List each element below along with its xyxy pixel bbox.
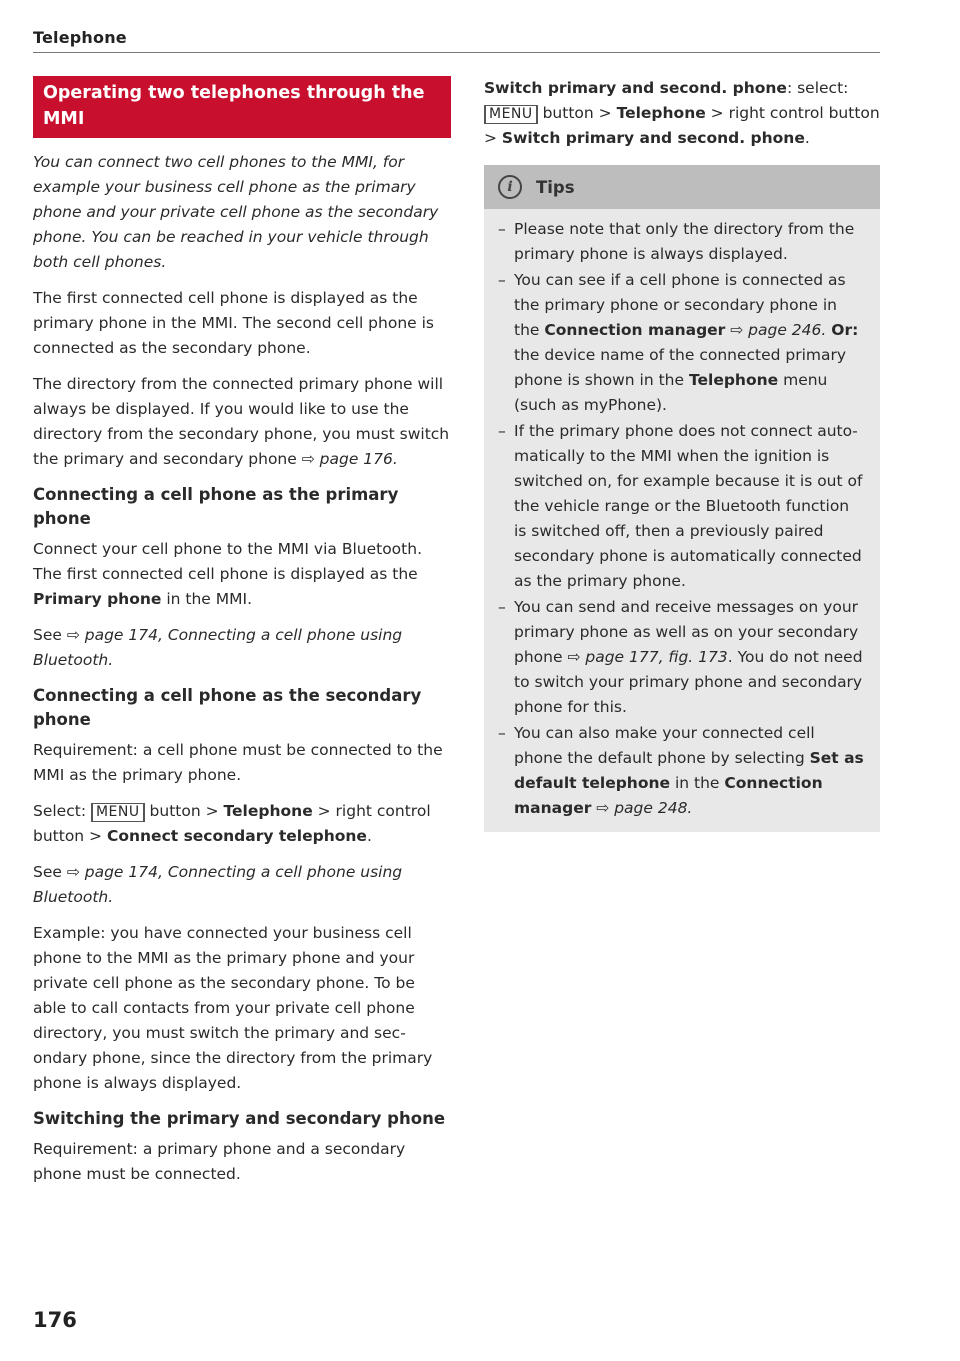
tip-item: – If the primary phone does not connect automatically to the MMI when the ignition is switched on, for example because it is out of the vehicle range or the Bluetooth function is switched off, then a previously paired secondary phone is automatically connected as the primary phone. xyxy=(498,419,866,594)
page-reference-link[interactable]: ⇨ page 174, Connecting a cell phone using Bluetooth. xyxy=(33,863,403,906)
page-reference-link[interactable]: ⇨ page 177, fig. 173 xyxy=(567,648,728,666)
tip-item: – You can send and receive messages on your primary phone as well as on your secondary phone ⇨ page 177, fig. 173. You do not need to switch your primary phone and secondary phone for this. xyxy=(498,595,866,720)
page-reference-link[interactable]: ⇨ page 246. xyxy=(725,321,827,339)
intro-paragraph: You can connect two cell phones to the MMI, for example your business cell phone as the primary phone and your private cell phone as the secondary phone. You can be reached in your vehicle through both cell phones. xyxy=(33,153,439,271)
header-divider xyxy=(33,52,880,53)
paragraph-switching-requirement: Requirement: a primary phone and a secondary phone must be connected. xyxy=(33,1140,406,1183)
paragraph-secondary-requirement: Requirement: a cell phone must be connected to the MMI as the primary phone. xyxy=(33,741,443,784)
paragraph-switch-instructions: Switch primary and second. phone: select: MENU button > Telephone > right control button > Switch primary and second. phone. xyxy=(484,79,880,147)
paragraph-see-bluetooth-2: See ⇨ page 174, Connecting a cell phone using Bluetooth. xyxy=(33,863,403,906)
heading-switching: Switching the primary and secondary phone xyxy=(33,1109,446,1128)
tip-item: – You can also make your connected cell phone the default phone by selecting Set as default telephone in the Connection manager ⇨ page 248. xyxy=(498,721,866,821)
paragraph-select-instructions: Select: MENU button > Telephone > right control button > Connect secondary telephone. xyxy=(33,802,431,845)
paragraph-example: Example: you have connected your business cell phone to the MMI as the primary phone and your private cell phone as the secondary phone. To be able to call contacts from your private cell phone directory, you must switch the primary and secondary phone, since the directory from the primary phone is always displayed. xyxy=(33,924,433,1092)
page-number: 176 xyxy=(33,1308,77,1332)
page-reference-link[interactable]: ⇨ page 248. xyxy=(591,799,693,817)
tips-header xyxy=(484,165,880,209)
page-reference-link[interactable]: ⇨ page 176. xyxy=(301,450,398,468)
page-reference-link[interactable]: ⇨ page 174, Connecting a cell phone using Bluetooth. xyxy=(33,626,403,669)
menu-key: MENU xyxy=(484,105,538,124)
info-icon: i xyxy=(498,175,522,199)
paragraph-primary-connect: Connect your cell phone to the MMI via Bluetooth. The first connected cell phone is displayed as the Primary phone in the MMI. xyxy=(33,540,422,608)
tip-item: – You can see if a cell phone is connected as the primary phone or secondary phone in the Connection manager ⇨ page 246. Or: the device name of the connected primary phone is shown in the Telephone menu (such as myPhone). xyxy=(498,268,866,418)
paragraph-directory: The directory from the connected primary phone will always be displayed. If you would like to use the directory from the secondary phone, you must switch the primary and secondary phone ⇨ page 176. xyxy=(33,375,450,468)
page-header-title: Telephone xyxy=(33,28,127,47)
menu-key: MENU xyxy=(91,803,145,822)
paragraph-see-bluetooth-1: See ⇨ page 174, Connecting a cell phone using Bluetooth. xyxy=(33,626,403,669)
right-column xyxy=(484,76,880,832)
heading-secondary-phone: Connecting a cell phone as the secondary phone xyxy=(33,686,422,729)
heading-primary-phone: Connecting a cell phone as the primary phone xyxy=(33,485,399,528)
tips-label: Tips xyxy=(536,177,575,197)
paragraph-first-connected: The first connected cell phone is displayed as the primary phone in the MMI. The second cell phone is connected as the secondary phone. xyxy=(33,289,434,357)
tips-list xyxy=(484,209,880,832)
section-title: Operating two telephones through the MMI xyxy=(33,76,451,138)
left-column xyxy=(33,76,451,1198)
tip-item: – Please note that only the directory from the primary phone is always displayed. xyxy=(498,217,866,267)
tips-box xyxy=(484,165,880,832)
